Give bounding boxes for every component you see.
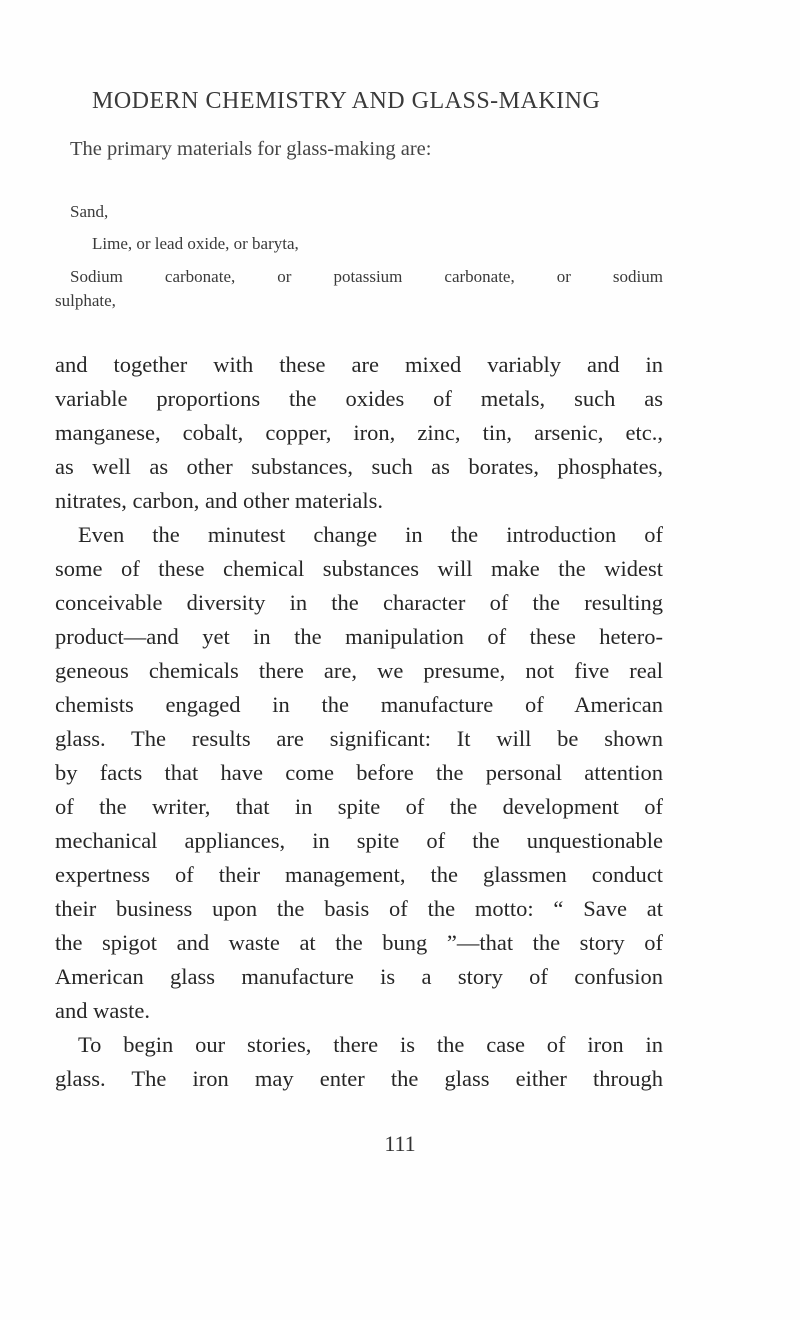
text-line: glass. The results are significant: It will be shown bbox=[55, 726, 663, 751]
material-item: Sodium carbonate, or potassium carbonate, or sodium bbox=[70, 267, 663, 286]
text-line: by facts that have come before the personal attention bbox=[55, 760, 663, 785]
text-line: conceivable diversity in the character of the resulting bbox=[55, 590, 663, 615]
text-line: manganese, cobalt, copper, iron, zinc, tin, arsenic, etc., bbox=[55, 420, 663, 445]
text-line: expertness of their management, the glassmen conduct bbox=[55, 862, 663, 887]
text-line: glass. The iron may enter the glass either through bbox=[55, 1066, 663, 1091]
text-line: product—and yet in the manipulation of these hetero- bbox=[55, 624, 663, 649]
text-line: American glass manufacture is a story of confusion bbox=[55, 964, 663, 989]
page-number: 111 bbox=[384, 1131, 416, 1156]
text-line: chemists engaged in the manufacture of American bbox=[55, 692, 663, 717]
text-line: geneous chemicals there are, we presume, not five real bbox=[55, 658, 663, 683]
text-line: variable proportions the oxides of metals, such as bbox=[55, 386, 663, 411]
text-line: their business upon the basis of the motto: “ Save at bbox=[55, 896, 663, 921]
text-line: mechanical appliances, in spite of the unquestionable bbox=[55, 828, 663, 853]
text-line: of the writer, that in spite of the development of bbox=[55, 794, 663, 819]
text-line: To begin our stories, there is the case of iron in bbox=[78, 1032, 663, 1057]
text-line: some of these chemical substances will make the widest bbox=[55, 556, 663, 581]
material-item: Lime, or lead oxide, or baryta, bbox=[92, 234, 299, 253]
intro-line: The primary materials for glass-making are: bbox=[70, 138, 432, 160]
text-line: and together with these are mixed variably and in bbox=[55, 352, 663, 377]
text-line: nitrates, carbon, and other materials. bbox=[55, 488, 383, 513]
text-line: as well as other substances, such as borates, phosphates, bbox=[55, 454, 663, 479]
text-line: and waste. bbox=[55, 998, 150, 1023]
material-item: sulphate, bbox=[55, 291, 116, 310]
material-item: Sand, bbox=[70, 202, 109, 221]
text-line: Even the minutest change in the introduction of bbox=[78, 522, 663, 547]
text-line: the spigot and waste at the bung ”—that the story of bbox=[55, 930, 663, 955]
running-head: MODERN CHEMISTRY AND GLASS-MAKING bbox=[92, 88, 601, 114]
